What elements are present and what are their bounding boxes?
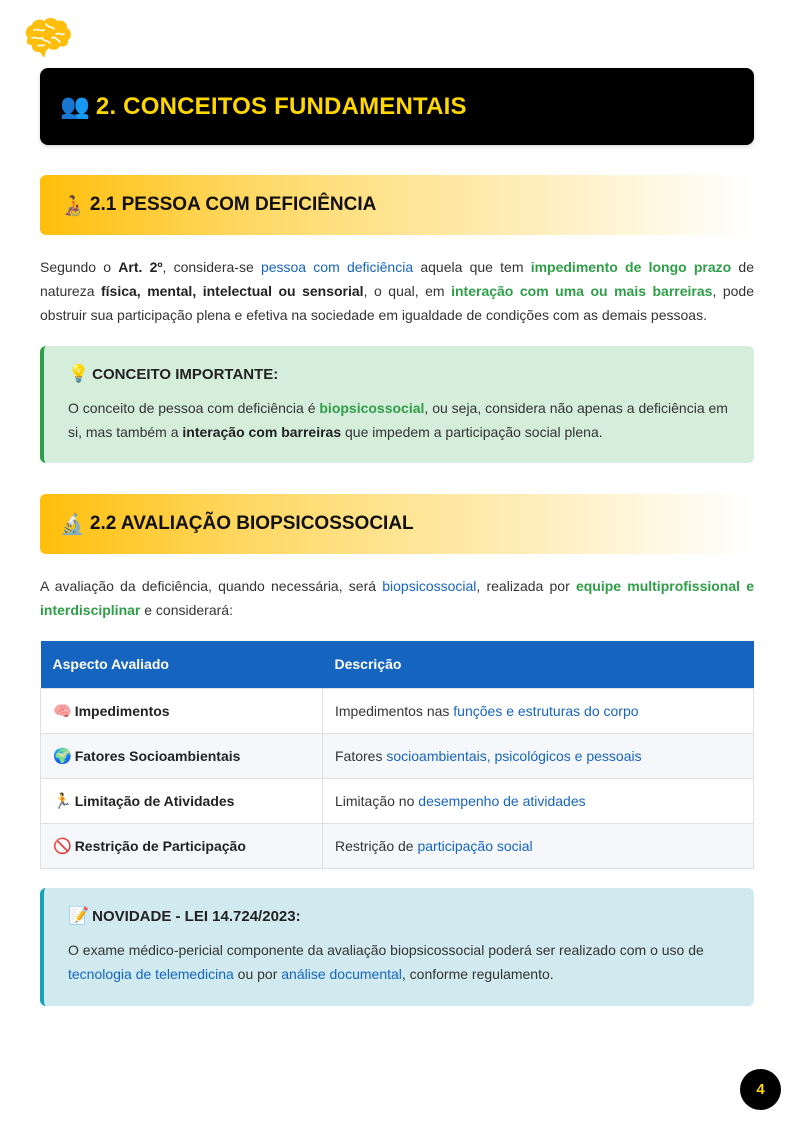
text: aquela que tem [413, 259, 531, 275]
description-cell [323, 688, 754, 733]
microscope-icon: 🔬 [60, 513, 85, 536]
callout-title [68, 906, 734, 926]
important-concept-callout [40, 346, 754, 463]
description-cell [323, 823, 754, 868]
highlight-link: participação social [417, 837, 533, 854]
text: O exame médico-pericial componente da avaliação biopsicossocial poderá ser realizado com o uso de [68, 942, 704, 958]
lightbulb-icon: 💡 [68, 364, 90, 383]
highlight-green: biopsicossocial [319, 400, 425, 416]
brain-logo-icon [20, 16, 74, 60]
table-row [41, 778, 754, 823]
section-header-pessoa-com-deficiencia [40, 175, 754, 235]
running-person-icon: 🏃 [53, 792, 72, 810]
callout-title-text: CONCEITO IMPORTANTE: [92, 365, 279, 383]
wheelchair-person-icon: 🧑‍🦽 [60, 194, 85, 217]
highlight-green: interação com uma ou mais barreiras [451, 283, 713, 299]
highlight-link: pessoa com deficiência [260, 259, 414, 275]
text: , pode obstruir sua participação plena e efetiva na sociedade em igualdade de condições com as demais pessoas. [40, 283, 754, 323]
text: O conceito de pessoa com deficiência é [68, 400, 320, 416]
text: Impedimentos nas [335, 702, 454, 719]
section-header-avaliacao-biopsicossocial [40, 494, 754, 554]
highlight-green: impedimento de longo prazo [530, 259, 732, 275]
table-row [41, 823, 754, 868]
text: Limitação no [335, 792, 419, 809]
column-header-description: Descrição [323, 641, 754, 688]
highlight-link: análise documental [281, 966, 402, 982]
description-cell [323, 733, 754, 778]
prohibited-icon: 🚫 [53, 837, 72, 855]
chapter-header [40, 68, 754, 145]
globe-icon: 🌍 [53, 747, 72, 765]
text: que impedem a participação social plena. [341, 424, 603, 440]
callout-body [68, 938, 734, 986]
evaluation-aspects-table [40, 641, 754, 869]
memo-icon: 📝 [68, 906, 90, 925]
table-header-row [41, 641, 754, 688]
aspect-label: Fatores Socioambientais [74, 747, 241, 764]
section-title: 2.2 AVALIAÇÃO BIOPSICOSSOCIAL [89, 513, 414, 534]
evaluation-paragraph [40, 574, 754, 622]
text: , ou seja, considera não apenas a deficiência em si, mas também a [68, 400, 728, 440]
chapter-title: 2. CONCEITOS FUNDAMENTAIS [95, 92, 467, 120]
callout-body [68, 396, 734, 444]
text: de natureza [40, 259, 754, 299]
highlight-link: desempenho de atividades [418, 792, 586, 809]
page-number-badge: 4 [740, 1069, 781, 1110]
callout-title-text: NOVIDADE - LEI 14.724/2023: [92, 907, 301, 925]
highlight-green: equipe multiprofissional e interdisciplinar [40, 578, 755, 618]
article-ref: Art. 2º [118, 259, 163, 275]
column-header-aspect: Aspecto Avaliado [41, 641, 323, 688]
text: Fatores [335, 747, 387, 764]
text: , o qual, em [363, 283, 452, 299]
aspect-cell [41, 778, 323, 823]
text: , realizada por [476, 578, 576, 594]
callout-title [68, 364, 734, 384]
aspect-cell [41, 823, 323, 868]
text: , considera-se [162, 259, 261, 275]
table-row [41, 688, 754, 733]
aspect-label: Impedimentos [74, 702, 170, 719]
highlight-link: funções e estruturas do corpo [453, 702, 639, 719]
text: Restrição de [335, 837, 418, 854]
highlight-bold: interação com barreiras [182, 424, 342, 440]
text: ou por [233, 966, 282, 982]
description-cell [323, 778, 754, 823]
novidade-lei-callout [40, 888, 754, 1006]
text: e considerará: [140, 602, 233, 618]
text: , conforme regulamento. [401, 966, 554, 982]
aspect-label: Restrição de Participação [74, 837, 246, 854]
definition-paragraph [40, 255, 754, 327]
aspect-cell [41, 733, 323, 778]
highlight-link: biopsicossocial [382, 578, 477, 594]
section-title: 2.1 PESSOA COM DEFICIÊNCIA [89, 194, 377, 215]
brain-icon: 🧠 [53, 702, 72, 720]
people-icon: 👥 [60, 93, 90, 120]
text: A avaliação da deficiência, quando necessária, será [40, 578, 383, 594]
aspect-cell [41, 688, 323, 733]
highlight-bold: física, mental, intelectual ou sensorial [101, 283, 364, 299]
table-row [41, 733, 754, 778]
highlight-link: socioambientais, psicológicos e pessoais [386, 747, 642, 764]
aspect-label: Limitação de Atividades [74, 792, 235, 809]
text: Segundo o [40, 259, 119, 275]
highlight-link: tecnologia de telemedicina [68, 966, 234, 982]
